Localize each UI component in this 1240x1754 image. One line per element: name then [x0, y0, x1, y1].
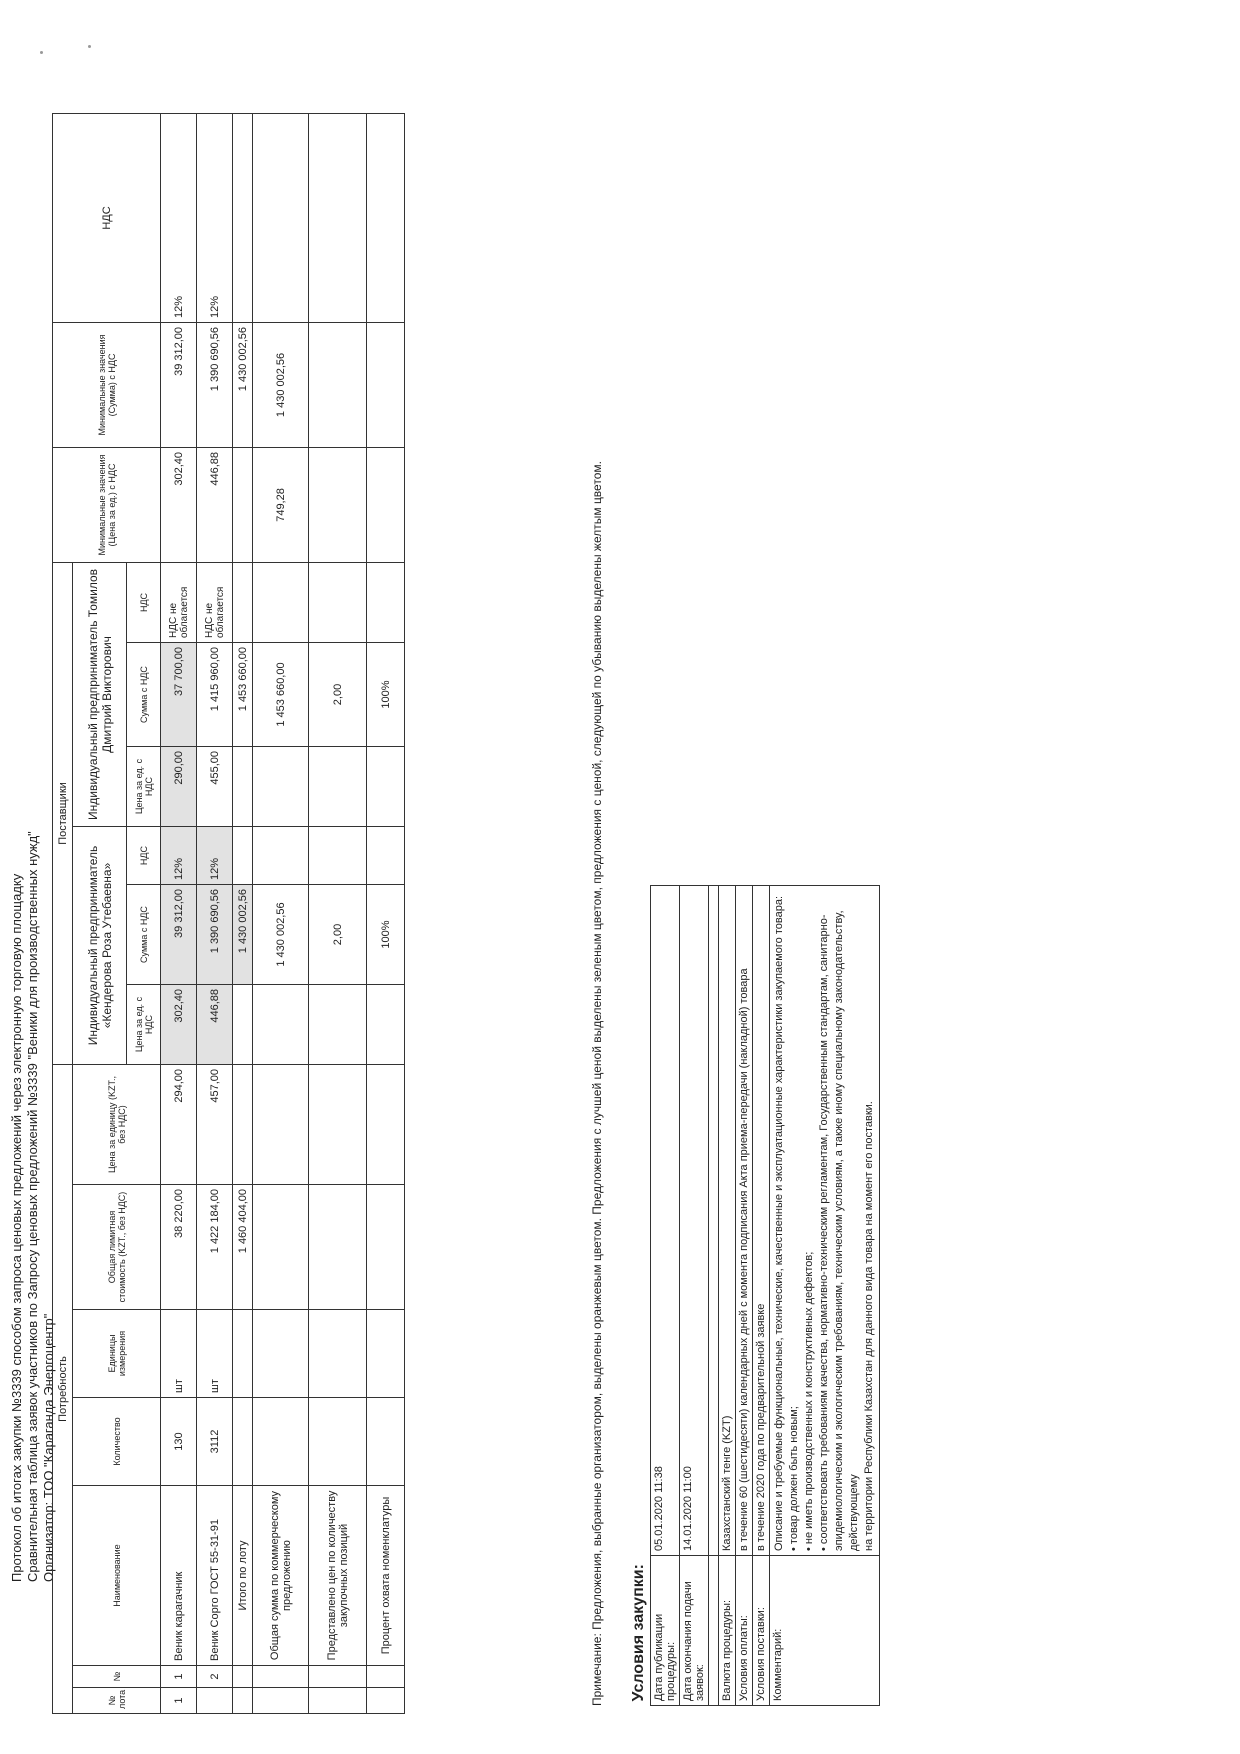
- publication-date-value: 05.01.2020 11:38: [651, 886, 680, 1556]
- currency-label: Валюта процедуры:: [719, 1556, 736, 1706]
- payment-terms-value: в течение 60 (шестидесяти) календарных дней с момента подписания Акта приема-передачи (накладной) товара: [736, 886, 753, 1556]
- s2-unit-cell: 455,00: [197, 747, 233, 827]
- currency-value: Казахстанский тенге (KZT): [719, 886, 736, 1556]
- scan-speck: [88, 45, 91, 48]
- comment-line: на территории Республики Казахстан для данного вида товара на момент его поставки.: [863, 1101, 875, 1551]
- comment-line: • не иметь производственных и конструктивных дефектов;: [803, 1251, 815, 1551]
- commercial-label: Общая сумма по коммерческому предложению: [253, 1486, 309, 1666]
- name-cell: Веник Сорго ГОСТ 55-31-91: [197, 1486, 233, 1666]
- num-cell: 2: [197, 1666, 233, 1688]
- name-cell: Веник карагачник: [161, 1486, 197, 1666]
- s2-vat-cell: НДС не облагается: [161, 562, 197, 642]
- comment-text: [770, 886, 880, 1556]
- s1-unit-cell: 446,88: [197, 985, 233, 1065]
- unit-price-header: Цена за единицу (KZT., без НДС): [73, 1065, 161, 1185]
- comparison-table-title: Сравнительная таблица заявок участников по Запросу ценовых предложений №3339 "Веники для производственных нужд": [25, 831, 40, 1582]
- delivery-terms-label: Условия поставки:: [753, 1556, 770, 1706]
- comment-line: Описание и требуемые функциональные, технические, качественные и эксплуатационные характеристики закупаемого товара:: [773, 895, 785, 1551]
- min-sum-header: Минимальные значения (Сумма) с НДС: [53, 322, 161, 447]
- qty-cell: 3112: [197, 1398, 233, 1486]
- lot-cell: 1: [161, 1688, 197, 1714]
- vat-cell: 12%: [161, 113, 197, 322]
- total-s2-sum: 1 453 660,00: [233, 643, 253, 747]
- limit-cost-header: Общая лимитная стоимость (KZT., без НДС): [73, 1185, 161, 1310]
- s1-vat-cell: 12%: [161, 827, 197, 885]
- unit-cell: шт: [161, 1310, 197, 1398]
- s1-vat-cell: 12%: [197, 827, 233, 885]
- comment-line: • товар должен быть новым;: [788, 1406, 800, 1551]
- s1-sum-cell: 1 390 690,56: [197, 885, 233, 985]
- comment-line: • соответствовать требованиям качества, нормативно-техническим регламентам, Государственным стандартам, санитарно-: [818, 914, 830, 1551]
- commercial-offer-row: [253, 113, 309, 1713]
- s2-sum-cell: 1 415 960,00: [197, 643, 233, 747]
- conditions-title: Условия закупки:: [630, 1564, 647, 1702]
- deadline-label: Дата окончания подачи заявок:: [680, 1556, 709, 1706]
- vat-header: НДС: [53, 113, 161, 322]
- supplier-2-unit-price-header: Цена за ед. с НДС: [127, 747, 161, 827]
- name-header: Наименование: [73, 1486, 161, 1666]
- positions-label: Представлено цен по количеству закупочных позиций: [309, 1486, 367, 1666]
- need-group-header: Потребность: [53, 1065, 73, 1714]
- unit-header: Единицы измерения: [73, 1310, 161, 1398]
- note-text: Примечание: Предложения, выбранные организатором, выделены оранжевым цветом. Предложения с лучшей ценой выделены зеленым цветом, предложения с ценой, следующей по убыванию выделены желтым цветом.: [590, 461, 604, 1706]
- supplier-2-vat-header: НДС: [127, 562, 161, 642]
- limit-cell: 38 220,00: [161, 1185, 197, 1310]
- suppliers-group-header: Поставщики: [53, 562, 73, 1064]
- supplier-1-unit-price-header: Цена за ед. с НДС: [127, 985, 161, 1065]
- coverage-label: Процент охвата номенклатуры: [367, 1486, 405, 1666]
- total-row: [233, 113, 253, 1713]
- commercial-min-sum: 1 430 002,56: [253, 322, 309, 447]
- min-sum-cell: 1 390 690,56: [197, 322, 233, 447]
- deadline-value: 14.01.2020 11:00: [680, 886, 709, 1556]
- supplier-1-sum-header: Сумма с НДС: [127, 885, 161, 985]
- total-label: Итого по лоту: [233, 1486, 253, 1666]
- protocol-title: Протокол об итогах закупки №3339 способом запроса ценовых предложений через электронную торговую площадку: [9, 873, 24, 1582]
- commercial-min-unit: 749,28: [253, 447, 309, 562]
- supplier-2-sum-header: Сумма с НДС: [127, 643, 161, 747]
- supplier-1-vat-header: НДС: [127, 827, 161, 885]
- s1-sum-cell: 39 312,00: [161, 885, 197, 985]
- delivery-terms-value: в течение 2020 года по предварительной заявке: [753, 886, 770, 1556]
- s2-sum-cell: 37 700,00: [161, 643, 197, 747]
- supplier-1-name: Индивидуальный предприниматель «Кендерова Роза Утебаевна»: [73, 827, 127, 1065]
- organizer-line: Организатор: ТОО "Караганда Энергоцентр": [41, 1313, 56, 1582]
- comment-line: эпидемиологическим и экологическим требованиям, техническим условиям, а также иному специальному законодательству, действующему: [833, 910, 860, 1551]
- min-unit-header: Минимальные значения (Цена за ед.) с НДС: [53, 447, 161, 562]
- bids-comparison-table: [52, 113, 405, 1714]
- positions-s2: 2,00: [309, 643, 367, 747]
- table-row: [161, 113, 197, 1713]
- commercial-s1-sum: 1 430 002,56: [253, 885, 309, 985]
- positions-s1: 2,00: [309, 885, 367, 985]
- commercial-s2-sum: 1 453 660,00: [253, 643, 309, 747]
- qty-cell: 130: [161, 1398, 197, 1486]
- row-number-header: №: [73, 1666, 161, 1688]
- payment-terms-label: Условия оплаты:: [736, 1556, 753, 1706]
- procurement-conditions-table: [628, 885, 880, 1706]
- total-limit: 1 460 404,00: [233, 1185, 253, 1310]
- coverage-row: [367, 113, 405, 1713]
- s2-vat-cell: НДС не облагается: [197, 562, 233, 642]
- coverage-s1: 100%: [367, 885, 405, 985]
- price-cell: 457,00: [197, 1065, 233, 1185]
- comment-label: Комментарий:: [770, 1556, 880, 1706]
- min-unit-cell: 446,88: [197, 447, 233, 562]
- total-min-sum: 1 430 002,56: [233, 322, 253, 447]
- total-s1-sum: 1 430 002,56: [233, 885, 253, 985]
- unit-cell: шт: [197, 1310, 233, 1398]
- vat-cell: 12%: [197, 113, 233, 322]
- limit-cell: 1 422 184,00: [197, 1185, 233, 1310]
- lot-cell: [197, 1688, 233, 1714]
- scan-speck: [40, 51, 43, 54]
- lot-number-header: № лота: [73, 1688, 161, 1714]
- coverage-s2: 100%: [367, 643, 405, 747]
- s1-unit-cell: 302,40: [161, 985, 197, 1065]
- min-unit-cell: 302,40: [161, 447, 197, 562]
- positions-row: [309, 113, 367, 1713]
- num-cell: 1: [161, 1666, 197, 1688]
- price-cell: 294,00: [161, 1065, 197, 1185]
- quantity-header: Количество: [73, 1398, 161, 1486]
- min-sum-cell: 39 312,00: [161, 322, 197, 447]
- publication-date-label: Дата публикации процедуры:: [651, 1556, 680, 1706]
- s2-unit-cell: 290,00: [161, 747, 197, 827]
- supplier-2-name: Индивидуальный предприниматель Томилов Дмитрий Викторович: [73, 562, 127, 826]
- table-row: [197, 113, 233, 1713]
